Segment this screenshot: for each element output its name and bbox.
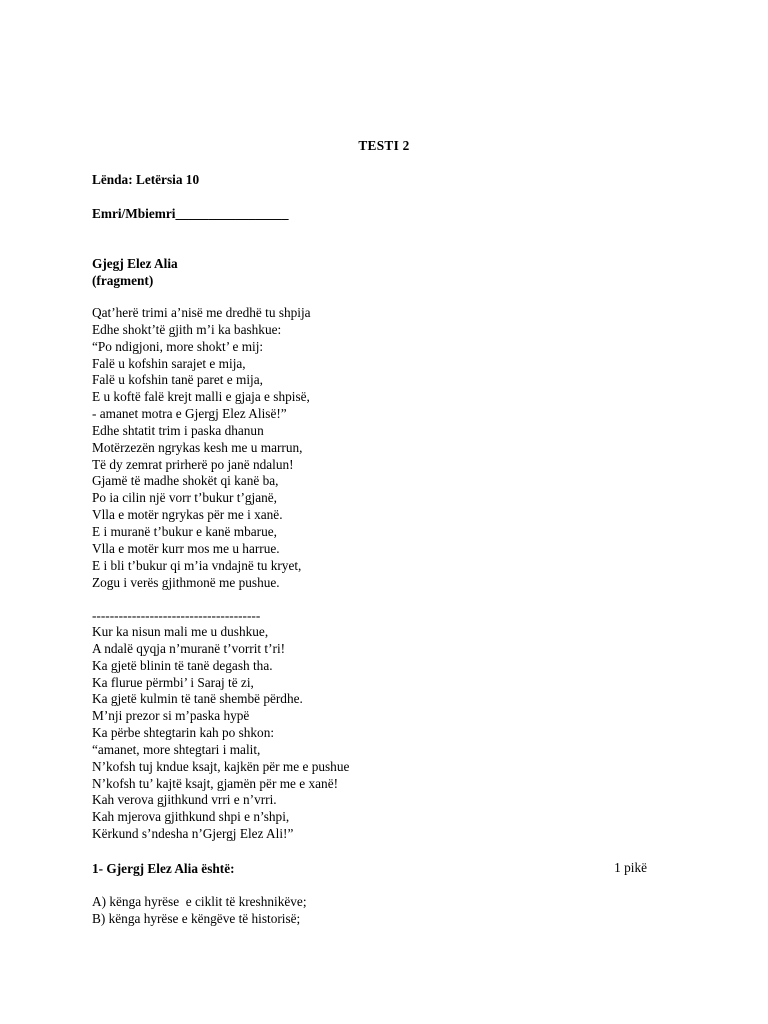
answer-option: A) kënga hyrëse e ciklit të kreshnikëve; bbox=[92, 894, 307, 909]
poem-line: M’nji prezor si m’paska hypë bbox=[92, 708, 250, 724]
poem-line: Motërzezën ngrykas kesh me u marrun, bbox=[92, 439, 303, 455]
question-1-points: 1 pikë bbox=[614, 860, 647, 875]
poem-line: A ndalë qyqja n’muranë t’vorrit t’ri! bbox=[92, 640, 286, 656]
poem-line: Falë u kofshin tanë paret e mija, bbox=[92, 372, 263, 388]
poem-line: Edhe shtatit trim i paska dhanun bbox=[92, 422, 264, 438]
poem-line: Vlla e motër ngrykas për me i xanë. bbox=[92, 507, 283, 523]
poem-line: Vlla e motër kurr mos me u harrue. bbox=[92, 540, 280, 556]
poem-line: Kur ka nisun mali me u dushkue, bbox=[92, 624, 269, 639]
poem-line: E i muranë t’bukur e kanë mbarue, bbox=[92, 523, 277, 539]
poem-line: “amanet, more shtegtari i malit, bbox=[92, 741, 261, 757]
poem-line: Kërkund s’ndesha n’Gjergj Elez Ali!” bbox=[92, 826, 294, 842]
poem-line: Zogu i verës gjithmonë me pushue. bbox=[92, 574, 280, 590]
question-1-options bbox=[92, 893, 307, 927]
poem-line: - amanet motra e Gjergj Elez Alisë!” bbox=[92, 406, 287, 422]
poem-title: Gjegj Elez Alia bbox=[92, 256, 178, 271]
poem-line: Edhe shokt’të gjith m’i ka bashkue: bbox=[92, 321, 282, 337]
poem-line: Po ia cilin një vorr t’bukur t’gjanë, bbox=[92, 490, 278, 506]
poem-line: Kah mjerova gjithkund shpi e n’shpi, bbox=[92, 809, 290, 825]
poem-line: Ka gjetë kulmin të tanë shembë përdhe. bbox=[92, 691, 303, 707]
poem-stanza-1 bbox=[92, 305, 311, 591]
poem-line: Falë u kofshin sarajet e mija, bbox=[92, 355, 246, 371]
poem-line: Kah verova gjithkund vrri e n’vrri. bbox=[92, 792, 277, 808]
poem-subtitle: (fragment) bbox=[92, 273, 154, 288]
stanza-separator: -------------------------------------- bbox=[92, 608, 261, 623]
poem-line: Qat’herë trimi a’nisë me dredhë tu shpija bbox=[92, 305, 311, 320]
poem-line: Ka flurue përmbi’ i Saraj të zi, bbox=[92, 674, 254, 690]
poem-line: Të dy zemrat prirherë po janë ndalun! bbox=[92, 456, 294, 472]
subject-line: Lënda: Letërsia 10 bbox=[92, 172, 200, 187]
test-title: TESTI 2 bbox=[358, 138, 410, 153]
poem-line: N’kofsh tuj kndue ksajt, kajkën për me e pushue bbox=[92, 758, 350, 774]
question-1-text: 1- Gjergj Elez Alia është: bbox=[92, 861, 235, 876]
name-field-line: Emri/Mbiemri_________________ bbox=[92, 206, 289, 221]
poem-line: Gjamë të madhe shokët qi kanë ba, bbox=[92, 473, 279, 489]
poem-line: “Po ndigjoni, more shokt’ e mij: bbox=[92, 338, 264, 354]
poem-line: E u koftë falë krejt malli e gjaja e shpisë, bbox=[92, 389, 310, 405]
answer-option: B) kënga hyrëse e këngëve të historisë; bbox=[92, 911, 301, 926]
poem-line: N’kofsh tu’ kajtë ksajt, gjamën për me e xanë! bbox=[92, 775, 339, 791]
poem-line: Ka gjetë blinin të tanë degash tha. bbox=[92, 657, 273, 673]
poem-stanza-2 bbox=[92, 624, 349, 843]
poem-line: E i bli t’bukur qi m’ia vndajnë tu kryet, bbox=[92, 557, 302, 573]
poem-line: Ka përbe shtegtarin kah po shkon: bbox=[92, 725, 275, 741]
